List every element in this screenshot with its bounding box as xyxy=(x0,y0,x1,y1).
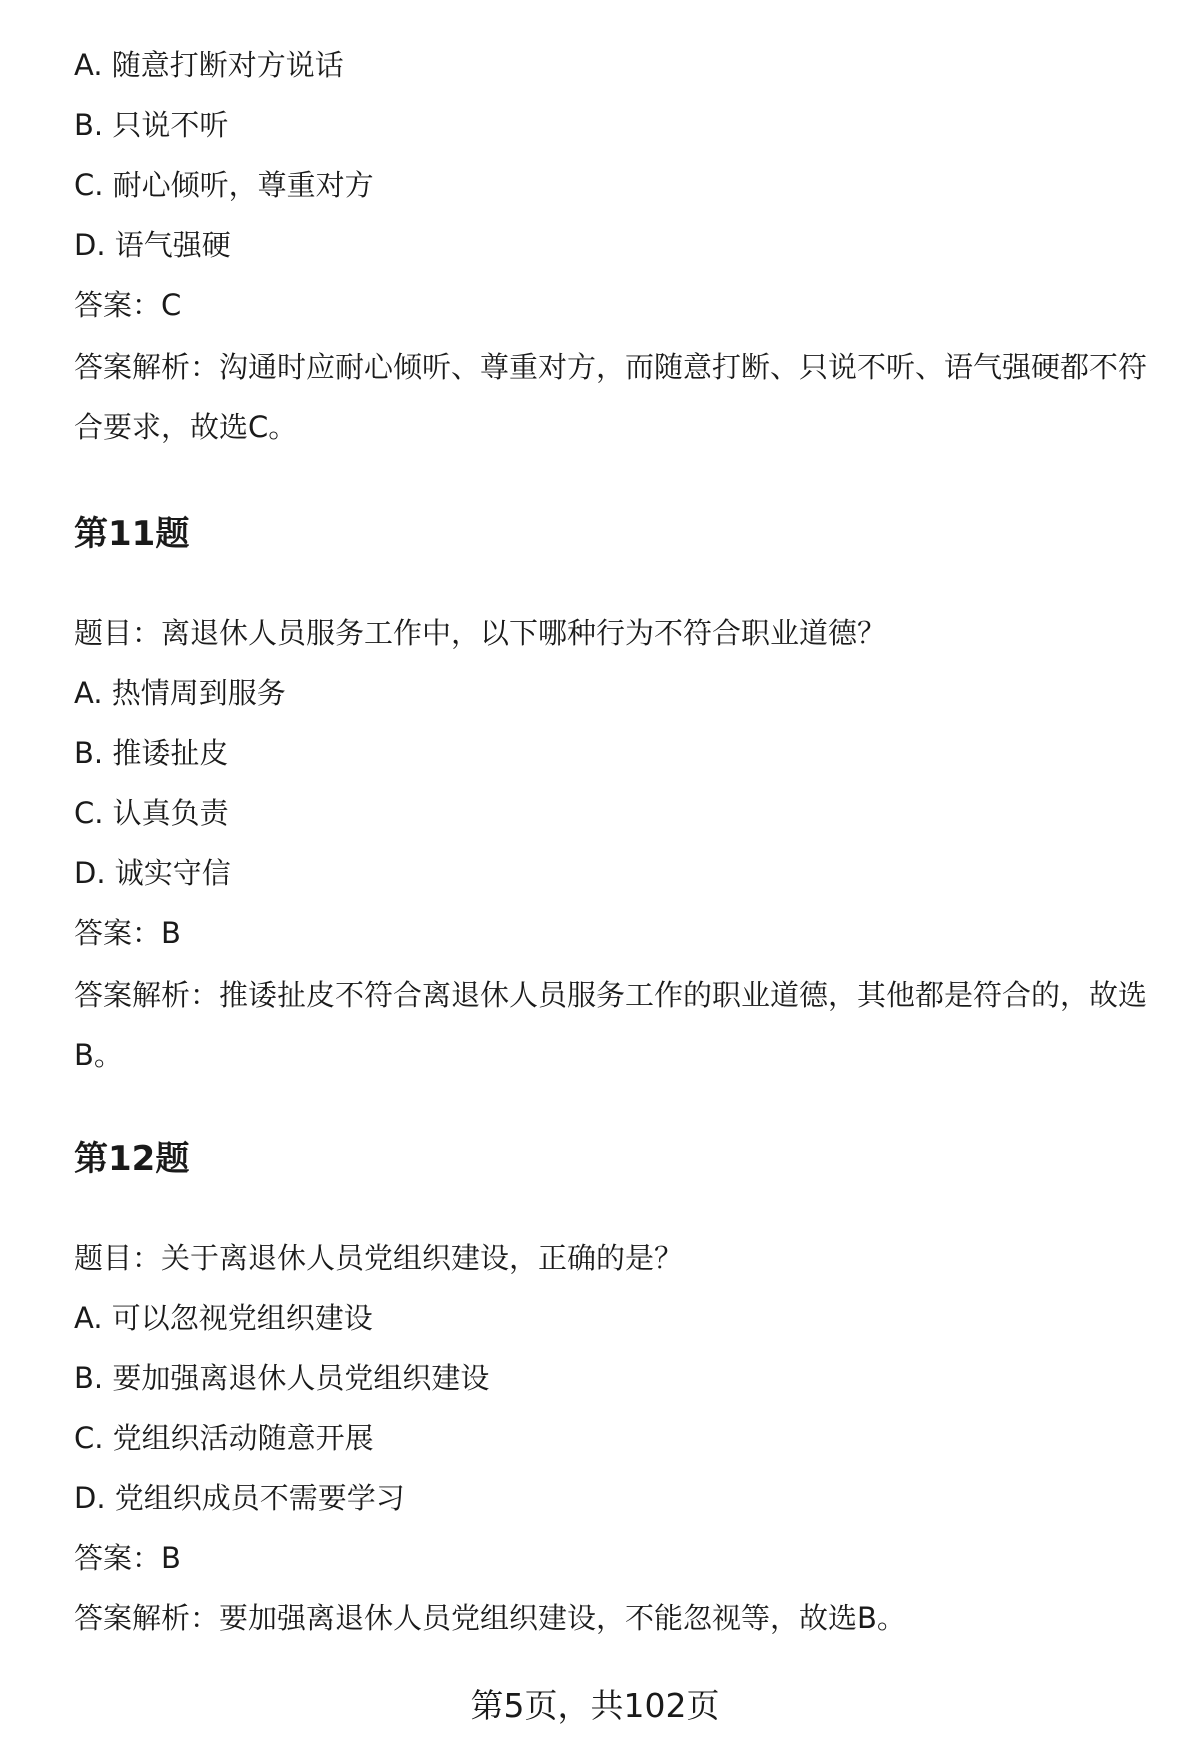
answer: 答案：B xyxy=(74,916,181,950)
option-c: C. 耐心倾听，尊重对方 xyxy=(74,168,374,202)
question-text: 题目：离退休人员服务工作中，以下哪种行为不符合职业道德？ xyxy=(74,616,887,650)
question-heading: 第12题 xyxy=(74,1139,190,1179)
option-b: B. 要加强离退休人员党组织建设 xyxy=(74,1361,490,1395)
question-heading: 第11题 xyxy=(74,514,190,554)
option-a: A. 可以忽视党组织建设 xyxy=(74,1301,373,1335)
answer-analysis: 答案解析：推诿扯皮不符合离退休人员服务工作的职业道德，其他都是符合的，故选B。 xyxy=(74,978,1148,1072)
answer-analysis: 答案解析：沟通时应耐心倾听、尊重对方，而随意打断、只说不听、语气强硬都不符合要求，故选C。 xyxy=(74,350,1148,444)
option-c: C. 党组织活动随意开展 xyxy=(74,1421,374,1455)
option-d: D. 语气强硬 xyxy=(74,228,231,262)
option-a: A. 热情周到服务 xyxy=(74,676,286,710)
question-text: 题目：关于离退休人员党组织建设，正确的是？ xyxy=(74,1241,684,1275)
answer: 答案：B xyxy=(74,1541,181,1575)
option-b: B. 只说不听 xyxy=(74,108,229,142)
option-a: A. 随意打断对方说话 xyxy=(74,48,344,82)
option-b: B. 推诿扯皮 xyxy=(74,736,229,770)
option-d: D. 党组织成员不需要学习 xyxy=(74,1481,405,1515)
option-d: D. 诚实守信 xyxy=(74,856,231,890)
option-c: C. 认真负责 xyxy=(74,796,229,830)
answer-analysis: 答案解析：要加强离退休人员党组织建设，不能忽视等，故选B。 xyxy=(74,1601,906,1635)
page-number: 第5页，共102页 xyxy=(470,1686,720,1725)
answer: 答案：C xyxy=(74,288,182,322)
